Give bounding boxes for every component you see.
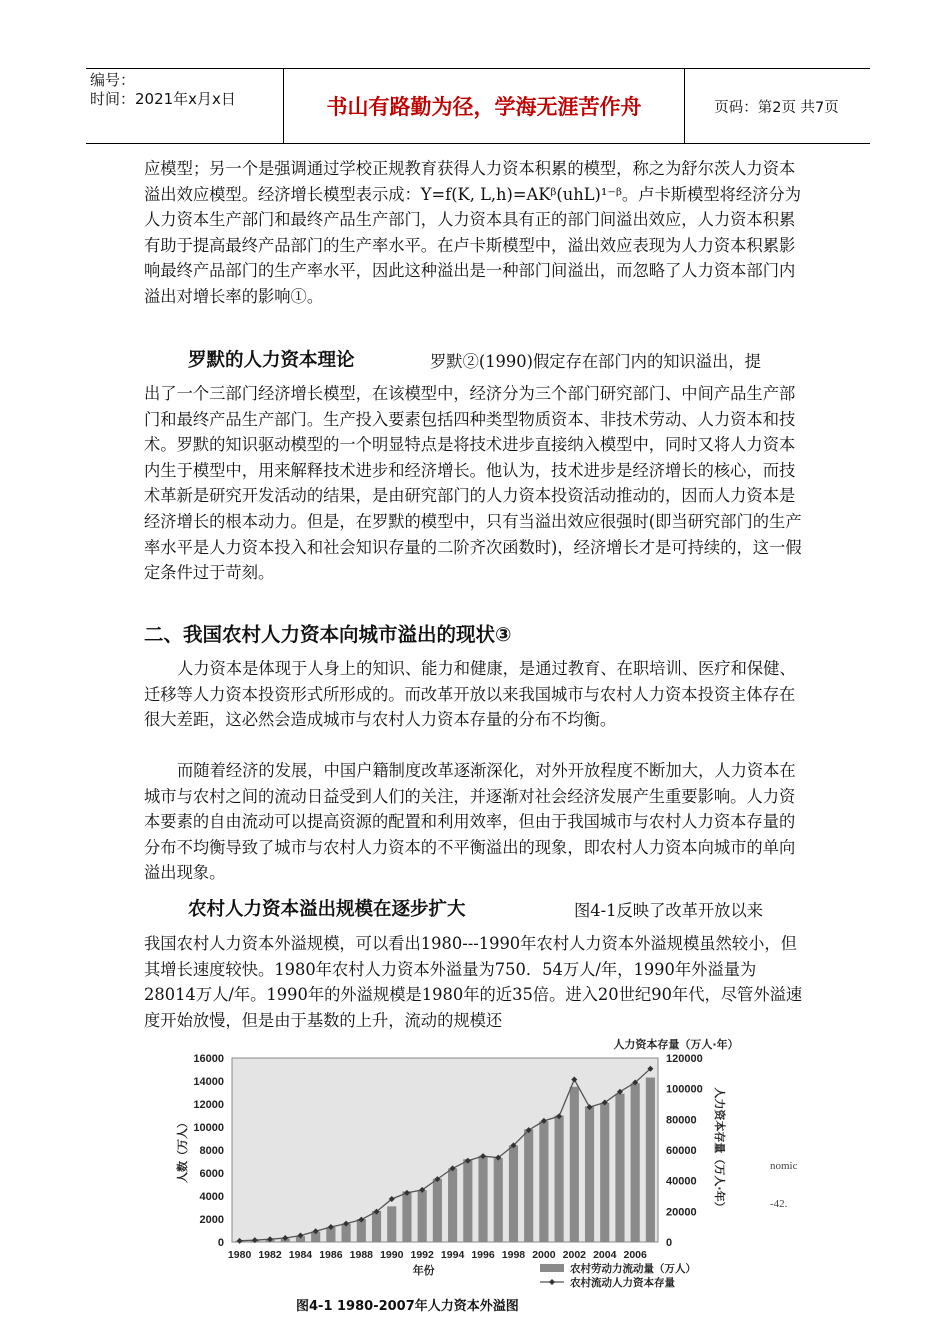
y-tick-label: 10000 — [193, 1122, 224, 1134]
y-axis-label: 人数（万人） — [176, 1117, 189, 1183]
paragraph-romer: 出了一个三部门经济增长模型，在该模型中，经济分为三个部门研究部门、中间产品生产部门和最终产品生产部门。生产投入要素包括四种类型物质资本、非技术劳动、人力资本和技术。罗默的知识驱动模型的一个明显特点是将技术进步直接纳入模型中，同时又将人力资本内生于模型中，用来解释技术进步和经济增长。他认为，技术进步是经济增长的核心，而技术革新是研究开发活动的结果，是由研究部门的人力资本投资活动推动的，因而人力资本是经济增长的根本动力。但是，在罗默的模型中，只有当溢出效应很强时(即当研究部门的生产率水平是人力资本投入和社会知识存量的二阶齐次函数时)，经济增长才是可持续的，这一假定条件过于苛刻。 — [144, 384, 802, 583]
paragraph-flow: 而随着经济的发展，中国户籍制度改革逐渐深化，对外开放程度不断加大，人力资本在城市与农村之间的流动日益受到人们的关注，并逐渐对社会经济发展产生重要影响。人力资本要素的自由流动可以提高资源的配置和利用效率，但由于我国城市与农村人力资本存量的分布不均衡导致了城市与农村人力资本的不平衡溢出的现象，即农村人力资本向城市的单向溢出现象。 — [144, 761, 796, 883]
figure-4-1 — [160, 1036, 820, 1326]
x-tick-label: 1982 — [258, 1249, 282, 1261]
y2-tick-label: 60000 — [666, 1145, 697, 1157]
y2-tick-label: 100000 — [666, 1083, 703, 1096]
bar — [570, 1087, 579, 1242]
x-tick-label: 1980 — [227, 1249, 252, 1261]
chart-svg — [160, 1036, 820, 1326]
doc-date: 时间：2021年x月x日 — [90, 90, 236, 108]
section-heading: 二、我国农村人力资本向城市溢出的现状③ — [144, 623, 512, 646]
figure-caption: 图4-1 1980-2007年人力资本外溢图 — [296, 1299, 519, 1314]
bar — [402, 1191, 411, 1242]
x-tick-label: 2000 — [532, 1249, 556, 1261]
y-tick-label: 12000 — [193, 1099, 224, 1111]
x-tick-label: 1984 — [288, 1249, 313, 1261]
paragraph-human-capital: 人力资本是体现于人身上的知识、能力和健康，是通过教育、在职培训、医疗和保健、迁移等人力资本投资形式所形成的。而改革开放以来我国城市与农村人力资本投资主体存在很大差距，这必然会造成城市与农村人力资本存量的分布不均衡。 — [144, 659, 796, 730]
y2-tick-label: 20000 — [666, 1206, 697, 1219]
y2-tick-label: 80000 — [666, 1114, 697, 1127]
legend-label: 农村流动人力资本存量 — [570, 1277, 675, 1289]
x-tick-label: 1992 — [410, 1249, 434, 1261]
y2-tick-label: 40000 — [666, 1175, 697, 1188]
bar — [448, 1168, 457, 1242]
x-tick-label: 2004 — [593, 1249, 617, 1261]
x-tick-label: 2006 — [623, 1249, 647, 1261]
subheading-scale: 农村人力资本溢出规模在逐步扩大 — [188, 899, 466, 920]
x-tick-label: 1990 — [380, 1249, 404, 1261]
paragraph-scale: 我国农村人力资本外溢规模，可以看出1980---1990年农村人力资本外溢规模虽然较小，但其增长速度较快。1980年农村人力资本外溢量为750．54万人/年，1990年外溢量为28014万人/年。1990年的外溢规模是1980年的近35倍。进入20世纪90年代，尽管外溢速度开始放慢，但是由于基数的上升，流动的规模还 — [144, 934, 803, 1030]
bar — [555, 1116, 564, 1243]
bar — [600, 1103, 609, 1242]
legend-swatch-bar — [540, 1264, 564, 1272]
bar — [509, 1145, 518, 1242]
subheading-romer-text: 罗默②(1990)假定存在部门内的知识溢出，提 — [430, 352, 761, 371]
bar — [631, 1083, 640, 1242]
y-tick-label: 4000 — [199, 1191, 224, 1203]
y-tick-label: 0 — [217, 1237, 224, 1249]
subheading-scale-text: 图4-1反映了改革开放以来 — [574, 901, 764, 920]
page-number: 页码：第2页 共7页 — [714, 99, 839, 116]
cropped-text-fragment: nomic — [770, 1160, 798, 1172]
bar — [539, 1121, 548, 1242]
y-tick-label: 8000 — [199, 1145, 224, 1157]
legend-marker — [549, 1279, 555, 1285]
y2-axis-title: 人力资本存量（万人·年） — [613, 1038, 739, 1051]
bar — [615, 1094, 624, 1242]
bar — [494, 1158, 503, 1242]
y-tick-label: 16000 — [193, 1053, 224, 1065]
bar — [478, 1156, 487, 1242]
y2-axis-label: 人力资本存量（万人·年） — [713, 1087, 726, 1213]
y-tick-label: 6000 — [199, 1168, 224, 1180]
bar — [524, 1129, 533, 1242]
cropped-text-fragment: -42. — [770, 1198, 788, 1210]
x-tick-label: 1988 — [349, 1249, 374, 1261]
bar — [585, 1106, 594, 1242]
x-tick-label: 1994 — [440, 1249, 465, 1261]
x-tick-label: 1986 — [319, 1249, 343, 1261]
y-tick-label: 2000 — [199, 1214, 224, 1226]
y2-tick-label: 120000 — [666, 1053, 703, 1065]
x-tick-label: 1998 — [501, 1249, 526, 1261]
x-tick-label: 2002 — [562, 1249, 587, 1261]
bar — [387, 1206, 396, 1242]
paragraph-lucas: 应模型；另一个是强调通过学校正规教育获得人力资本积累的模型，称之为舒尔茨人力资本溢出效应模型。经济增长模型表示成：Y=f(K, L,h)=AKᵝ(uhL)¹⁻ᵝ。卢卡斯模型将经济分为人力资本生产部门和最终产品生产部门，人力资本具有正的部门间溢出效应，人力资本积累有助于提高最终产品部门的生产率水平。在卢卡斯模型中，溢出效应表现为人力资本积累影响最终产品部门的生产率水平，因此这种溢出是一种部门间溢出，而忽略了人力资本部门内溢出对增长率的影响①。 — [144, 159, 802, 306]
bar — [433, 1179, 442, 1242]
header-motto: 书山有路勤为径，学海无涯苦作舟 — [283, 69, 685, 143]
y2-tick-label: 0 — [666, 1237, 673, 1249]
legend-label: 农村劳动力流动量（万人） — [570, 1263, 696, 1275]
y-tick-label: 14000 — [193, 1076, 224, 1088]
page-header — [86, 68, 870, 144]
header-meta — [86, 69, 283, 143]
bar — [418, 1190, 427, 1242]
subheading-romer: 罗默的人力资本理论 — [188, 350, 355, 371]
x-axis-label: 年份 — [412, 1264, 435, 1277]
x-tick-label: 1996 — [471, 1249, 495, 1261]
bar — [646, 1078, 655, 1242]
bar — [463, 1159, 472, 1242]
doc-number: 编号： — [90, 71, 136, 89]
bar — [372, 1211, 381, 1242]
